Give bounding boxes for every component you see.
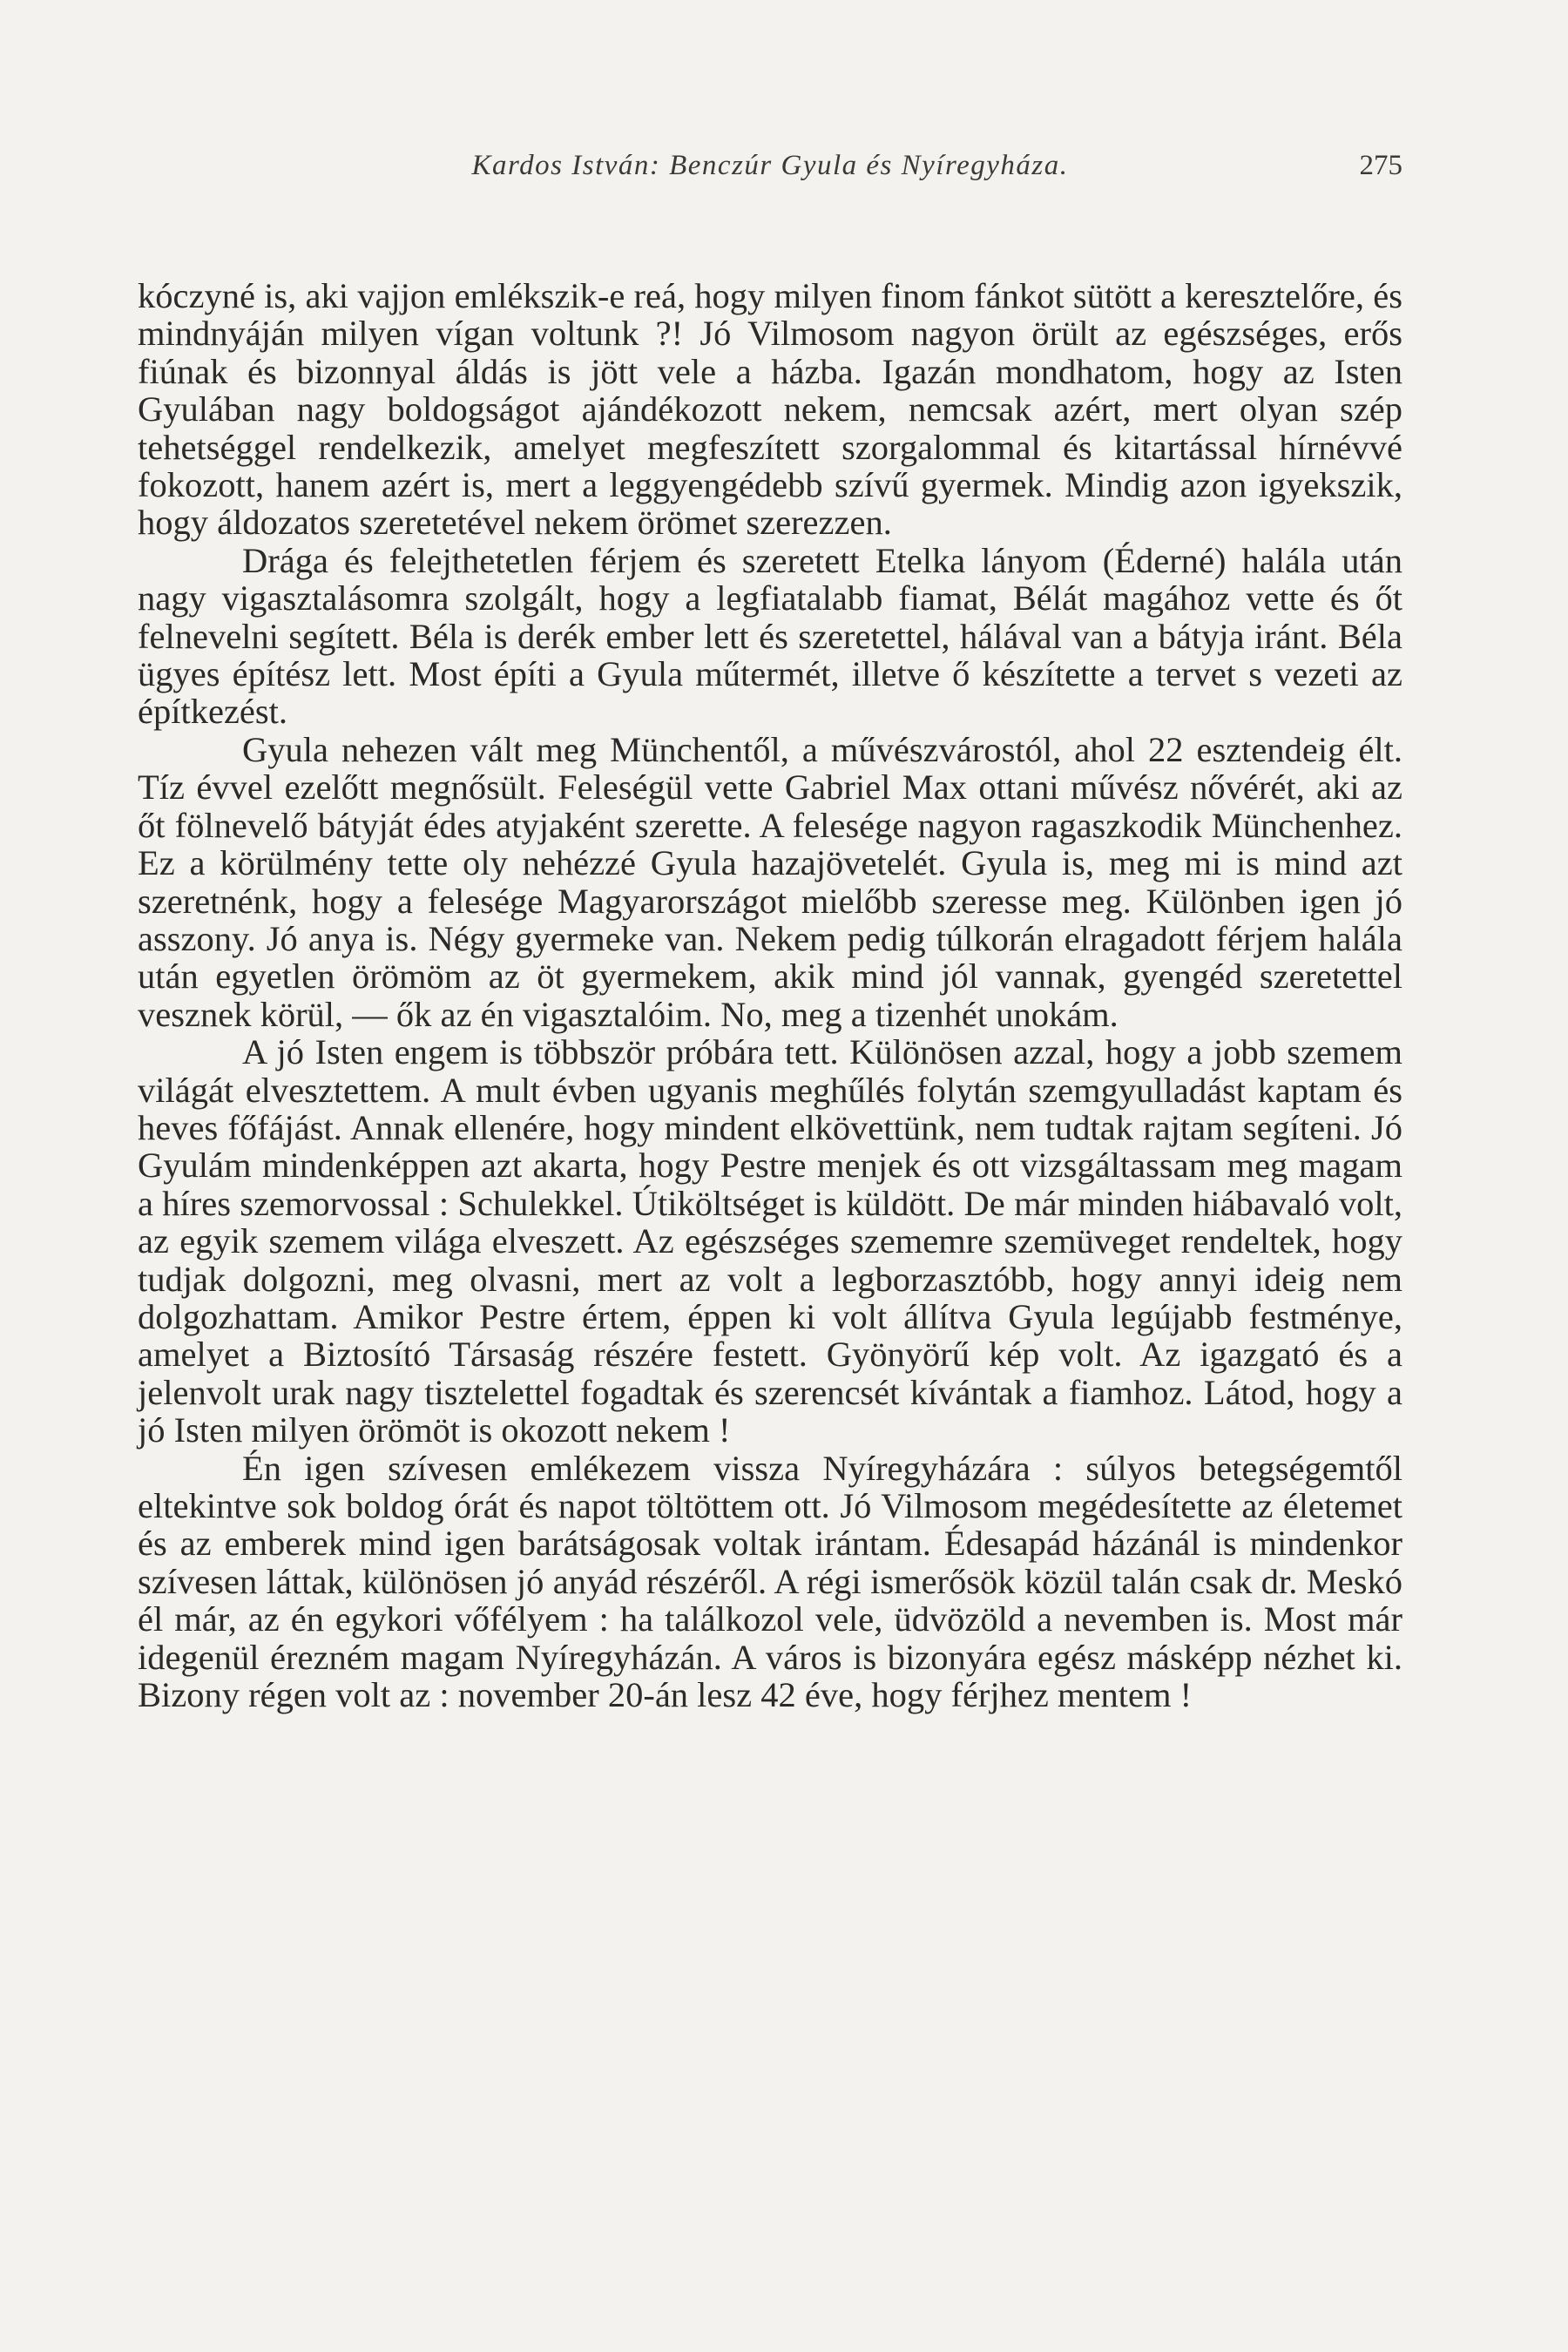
body-text bbox=[138, 277, 1402, 1713]
running-title: Kardos István: Benczúr Gyula és Nyíregyháza. bbox=[471, 150, 1069, 181]
paragraph-2: Drága és felejthetetlen férjem és szeretett Etelka lányom (Éderné) halála után nagy vigasztalásomra szolgált, hogy a legfiatalabb fiamat, Bélát magához vette és őt felnevelni segített. Béla is derék ember lett és szeretettel, hálával van a bátyja iránt. Béla ügyes építész lett. Most építi a Gyula műtermét, illetve ő készítette a tervet s vezeti az építkezést. bbox=[138, 540, 1402, 732]
paragraph-1: kóczyné is, aki vajjon emlékszik-e reá, hogy milyen finom fánkot sütött a keresztelőre, és mindnyáján milyen vígan voltunk ?! Jó Vilmosom nagyon örült az egészséges, erős fiúnak és bizonnyal áldás is jött vele a házba. Igazán mondhatom, hogy az Isten Gyulában nagy boldogságot ajándékozott nekem, nemcsak azért, mert olyan szép tehetséggel rendelkezik, amelyet megfeszített szorgalommal és kitartással hírnévvé fokozott, hanem azért is, mert a leggyengédebb szívű gyermek. Mindig azon igyekszik, hogy áldozatos szeretetével nekem örömet szerezzen. bbox=[138, 276, 1402, 543]
page-number: 275 bbox=[1359, 150, 1402, 181]
page-header bbox=[138, 150, 1402, 193]
paragraph-5: Én igen szívesen emlékezem vissza Nyíregyházára : súlyos betegségemtől eltekintve sok boldog órát és napot töltöttem ott. Jó Vilmosom megédesítette az életemet és az emberek mind igen barátságosak voltak irántam. Édesapád házánál is mindenkor szívesen láttak, különösen jó anyád részéről. A régi ismerősök közül talán csak dr. Meskó él már, az én egykori vőfélyem : ha találkozol vele, üdvözöld a nevemben is. Most már idegenül érezném magam Nyíregyházán. A város is bizonyára egész másképp nézhet ki. Bizony régen volt az : november 20-án lesz 42 éve, hogy férjhez mentem ! bbox=[138, 1448, 1402, 1715]
paragraph-3: Gyula nehezen vált meg Münchentől, a művészvárostól, ahol 22 esztendeig élt. Tíz évvel ezelőtt megnősült. Feleségül vette Gabriel Max ottani művész nővérét, aki az őt fölnevelő bátyját édes atyjaként szerette. A felesége nagyon ragaszkodik Münchenhez. Ez a körülmény tette oly nehézzé Gyula hazajövetelét. Gyula is, meg mi is mind azt szeretnénk, hogy a felesége Magyarországot mielőbb szeresse meg. Különben igen jó asszony. Jó anya is. Négy gyermeke van. Nekem pedig túlkorán elragadott férjem halála után egyetlen örömöm az öt gyermekem, akik mind jól vannak, gyengéd szeretettel vesznek körül, — ők az én vigasztalóim. No, meg a tizenhét unokám. bbox=[138, 729, 1402, 1034]
paragraph-4: A jó Isten engem is többször próbára tett. Különösen azzal, hogy a jobb szemem világát elvesztettem. A mult évben ugyanis meghűlés folytán szemgyulladást kaptam és heves főfájást. Annak ellenére, hogy mindent elkövettünk, nem tudtak rajtam segíteni. Jó Gyulám mindenképpen azt akarta, hogy Pestre menjek és ott vizsgáltassam meg magam a híres szemorvossal : Schulekkel. Útiköltséget is küldött. De már minden hiábavaló volt, az egyik szemem világa elveszett. Az egészséges szememre szemüveget rendeltek, hogy tudjak dolgozni, meg olvasni, mert az volt a legborzasztóbb, hogy annyi ideig nem dolgozhattam. Amikor Pestre értem, éppen ki volt állítva Gyula legújabb festménye, amelyet a Biztosító Társaság részére festett. Gyönyörű kép volt. Az igazgató és a jelenvolt urak nagy tisztelettel fogadtak és szerencsét kívántak a fiamhoz. Látod, hogy a jó Isten milyen örömöt is okozott nekem ! bbox=[138, 1032, 1402, 1450]
